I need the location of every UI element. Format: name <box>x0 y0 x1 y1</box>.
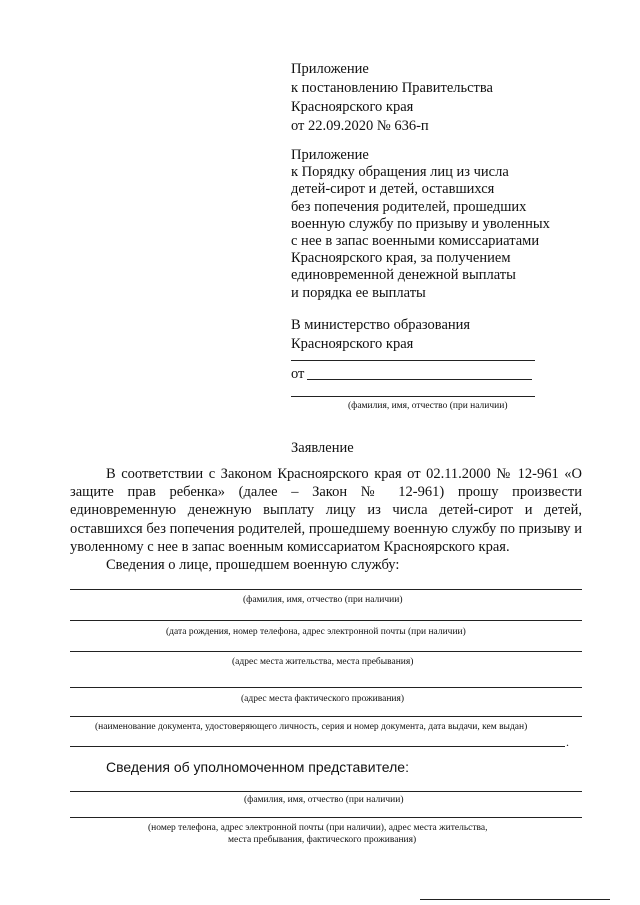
representative-heading: Сведения об уполномоченном представителе: <box>106 759 409 775</box>
annex-order-line: к Порядку обращения лиц из числа <box>291 164 509 181</box>
statement-paragraph: В соответствии с Законом Красноярского края от 02.11.2000 № 12-961 «О защите прав ребенка» (далее – Закон № 12-961) прошу произвести единовременную денежную выплату лицу из числа детей-сирот и детей, оставшихся без попечения родителей, прошедшему военную службу по призыву и уволенному с нее в запас военным комиссариатом Красноярского края. <box>70 466 582 555</box>
annex-header-line: Красноярского края <box>291 99 414 115</box>
statement-body <box>70 465 582 556</box>
service-fio-field[interactable] <box>70 589 582 590</box>
service-residence-caption: (адрес места жительства, места пребывания) <box>232 657 414 667</box>
service-id-document-field-2[interactable] <box>70 746 565 747</box>
service-id-document-field[interactable] <box>70 716 582 717</box>
annex-order-line: единовременной денежной выплаты <box>291 267 516 284</box>
annex-order-line: и порядка ее выплаты <box>291 284 426 301</box>
service-contacts-caption: (дата рождения, номер телефона, адрес электронной почты (при наличии) <box>166 627 466 637</box>
annex-order-line: без попечения родителей, прошедших <box>291 198 527 215</box>
service-id-document-caption: (наименование документа, удостоверяющего личность, серия и номер документа, дата выдачи, кем выдан) <box>95 722 528 732</box>
annex-header-line: к постановлению Правительства <box>291 80 493 96</box>
annex-order-line: Красноярского края, за получением <box>291 250 511 267</box>
from-label: от <box>291 366 305 382</box>
representative-contacts-caption-line1: (номер телефона, адрес электронной почты (при наличии), адрес места жительства, <box>148 823 488 833</box>
applicant-fio-field[interactable] <box>307 379 532 380</box>
annex-order-line: Приложение <box>291 147 369 163</box>
service-fio-caption: (фамилия, имя, отчество (при наличии) <box>243 595 403 605</box>
annex-order-line: детей-сирот и детей, оставшихся <box>291 181 495 198</box>
annex-header-line: Приложение <box>291 61 369 77</box>
annex-order-line: военную службу по призыву и уволенных <box>291 215 550 232</box>
applicant-fio-field-2[interactable] <box>291 396 535 397</box>
representative-fio-field[interactable] <box>70 791 582 792</box>
service-actual-address-caption: (адрес места фактического проживания) <box>241 694 405 704</box>
service-contacts-field[interactable] <box>70 620 582 621</box>
annex-header <box>291 60 493 136</box>
annex-order-line: с нее в запас военными комиссариатами <box>291 233 540 250</box>
bottom-rule <box>420 899 610 900</box>
document-title: Заявление <box>291 440 354 456</box>
service-actual-address-field[interactable] <box>70 687 582 688</box>
annex-order <box>291 147 550 302</box>
service-residence-field[interactable] <box>70 651 582 652</box>
addressee <box>291 316 470 354</box>
addressee-blank-line[interactable] <box>291 360 535 361</box>
addressee-line: Красноярского края <box>291 336 414 352</box>
representative-contacts-caption-line2: места пребывания, фактического проживания) <box>228 835 417 845</box>
service-person-heading: Сведения о лице, прошедшем военную службу: <box>106 557 400 573</box>
applicant-fio-caption: (фамилия, имя, отчество (при наличии) <box>348 401 508 411</box>
representative-contacts-field[interactable] <box>70 817 582 818</box>
representative-fio-caption: (фамилия, имя, отчество (при наличии) <box>244 795 404 805</box>
end-period: . <box>566 735 569 749</box>
annex-header-line: от 22.09.2020 № 636-п <box>291 118 429 134</box>
addressee-line: В министерство образования <box>291 317 471 333</box>
